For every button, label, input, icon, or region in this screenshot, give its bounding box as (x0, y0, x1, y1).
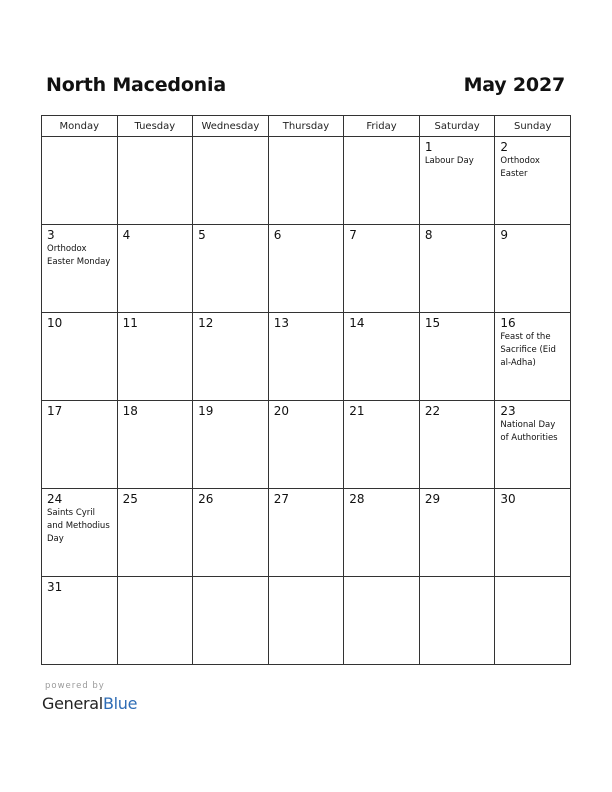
day-number: 1 (424, 140, 433, 154)
day-cell (268, 401, 344, 489)
day-cell (495, 401, 571, 489)
calendar-week-row (42, 577, 571, 665)
day-cell (42, 401, 118, 489)
day-number: 14 (349, 316, 365, 330)
day-cell (268, 313, 344, 401)
day-cell (419, 137, 495, 225)
calendar-week-row (42, 313, 571, 401)
day-number: 20 (273, 404, 289, 418)
day-number: 23 (500, 404, 516, 418)
day-cell (495, 489, 571, 577)
day-number: 7 (349, 228, 357, 242)
day-number: 6 (273, 228, 282, 242)
day-number: 21 (349, 404, 365, 418)
day-cell (42, 489, 118, 577)
day-cell (495, 137, 571, 225)
day-number: 25 (122, 492, 138, 506)
day-cell (344, 313, 420, 401)
day-number: 22 (424, 404, 441, 418)
day-cell (268, 225, 344, 313)
day-cell (117, 225, 193, 313)
day-number: 26 (198, 492, 214, 506)
day-cell (344, 137, 420, 225)
brand-general-text: General (42, 694, 103, 713)
generalblue-logo[interactable] (42, 694, 137, 713)
day-cell (419, 225, 495, 313)
country-title: North Macedonia (46, 74, 226, 96)
day-cell (268, 489, 344, 577)
weekday-header-friday: Friday (344, 116, 420, 137)
day-number: 19 (198, 404, 214, 418)
brand-blue-text: Blue (102, 694, 138, 713)
day-cell (495, 577, 571, 665)
day-number: 24 (47, 492, 63, 506)
month-year-title: May 2027 (463, 74, 565, 96)
day-cell (193, 489, 269, 577)
calendar-week-row (42, 225, 571, 313)
day-cell (117, 313, 193, 401)
day-cell (268, 577, 344, 665)
day-cell (344, 489, 420, 577)
day-number: 9 (500, 228, 509, 242)
calendar-grid (41, 115, 571, 665)
day-number: 15 (424, 316, 441, 330)
calendar-week-row (42, 401, 571, 489)
holiday-label: Saints Cyril and Methodius Day (47, 508, 110, 544)
day-cell (193, 137, 269, 225)
day-cell (344, 577, 420, 665)
day-number: 13 (273, 316, 289, 330)
day-number: 10 (47, 316, 63, 330)
weekday-header-sunday: Sunday (495, 116, 571, 137)
day-cell (419, 401, 495, 489)
holiday-label: Orthodox Easter Monday (47, 244, 111, 267)
weekday-header-thursday: Thursday (268, 116, 344, 137)
day-number: 12 (198, 316, 214, 330)
day-number: 4 (122, 228, 131, 242)
holiday-label: National Day of Authorities (500, 420, 558, 443)
day-cell (117, 489, 193, 577)
day-number: 17 (47, 404, 63, 418)
day-cell (193, 225, 269, 313)
day-cell (117, 137, 193, 225)
holiday-label: Labour Day (424, 156, 474, 166)
day-number: 31 (47, 580, 63, 594)
day-number: 16 (500, 316, 516, 330)
day-cell (419, 577, 495, 665)
day-cell (193, 577, 269, 665)
calendar-week-row (42, 489, 571, 577)
day-cell (42, 225, 118, 313)
day-number: 3 (47, 228, 55, 242)
day-cell (495, 313, 571, 401)
day-cell (117, 401, 193, 489)
day-cell (495, 225, 571, 313)
day-number: 28 (349, 492, 365, 506)
weekday-header-wednesday: Wednesday (193, 116, 269, 137)
day-number: 30 (500, 492, 516, 506)
day-cell (419, 313, 495, 401)
day-cell (42, 313, 118, 401)
calendar-body (42, 137, 571, 665)
day-cell (42, 577, 118, 665)
day-number: 2 (500, 140, 509, 154)
weekday-header-tuesday: Tuesday (117, 116, 193, 137)
weekday-header-monday: Monday (42, 116, 118, 137)
day-number: 5 (198, 228, 206, 242)
day-cell (117, 577, 193, 665)
weekday-header-saturday: Saturday (419, 116, 495, 137)
powered-by-text: powered by (45, 681, 105, 691)
day-cell (419, 489, 495, 577)
day-cell (344, 225, 420, 313)
day-number: 8 (424, 228, 433, 242)
holiday-label: Orthodox Easter (500, 156, 540, 179)
holiday-label: Feast of the Sacrifice (Eid al-Adha) (500, 332, 556, 368)
day-cell (344, 401, 420, 489)
day-cell (193, 313, 269, 401)
day-number: 29 (424, 492, 441, 506)
calendar-week-row (42, 137, 571, 225)
day-cell (268, 137, 344, 225)
day-number: 11 (122, 316, 138, 330)
weekday-header-row (42, 116, 571, 137)
day-number: 18 (122, 404, 138, 418)
day-number: 27 (273, 492, 289, 506)
day-cell (42, 137, 118, 225)
footer-branding (42, 681, 137, 713)
calendar-header (46, 72, 565, 98)
day-cell (193, 401, 269, 489)
